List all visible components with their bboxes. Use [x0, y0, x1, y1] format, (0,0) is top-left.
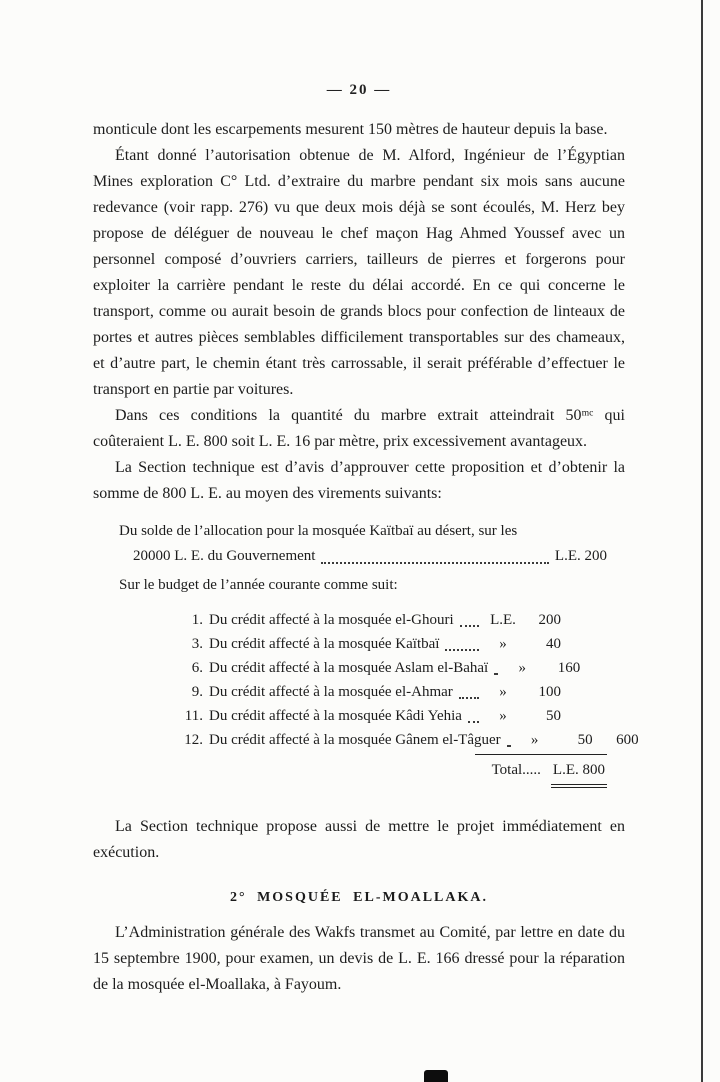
- budget-row: [177, 704, 607, 728]
- budget-item-number: 3.: [191, 636, 203, 652]
- dot-leader: [445, 649, 479, 651]
- budget-header: Sur le budget de l’année courante comme suit:: [119, 577, 398, 593]
- dot-leader: [321, 562, 548, 564]
- section-heading-moallaka: 2° MOSQUÉE EL-MOALLAKA.: [229, 890, 488, 905]
- total-value: L.E. 800: [551, 757, 607, 788]
- scan-edge-line: [701, 0, 703, 1082]
- dot-leader: [460, 625, 479, 627]
- budget-item-number: 1.: [191, 612, 203, 628]
- dot-leader: [468, 721, 479, 723]
- page-content: [93, 82, 639, 998]
- budget-item-amount: 200: [538, 612, 561, 628]
- dot-leader: [507, 745, 511, 747]
- budget-row: [177, 728, 639, 752]
- budget-item-amount: 50: [577, 732, 593, 748]
- budget-item-currency: »: [499, 684, 507, 700]
- budget-item-currency: L.E.: [490, 612, 516, 628]
- budget-item-label: Du crédit affecté à la mosquée el-Ghouri: [209, 612, 454, 628]
- budget-item-currency: »: [499, 636, 507, 652]
- budget-row: [177, 656, 607, 680]
- allocation-intro-text: 20000 L. E. du Gouvernement: [133, 548, 316, 564]
- paragraph-section-proposal: La Section technique est d’avis d’approuver cette proposition et d’obtenir la somme de 800 L. E. au moyen des virements suivants:: [93, 459, 625, 502]
- paragraph-execution: La Section technique propose aussi de mettre le projet immédiatement en exécution.: [93, 818, 625, 861]
- allocation-intro-amount: L.E. 200: [554, 548, 607, 564]
- budget-item-label: Du crédit affecté à la mosquée Kaïtbaï: [209, 636, 440, 652]
- allocation-intro-line1: Du solde de l’allocation pour la mosquée Kaïtbaï au désert, sur les: [119, 523, 518, 539]
- budget-item-number: 9.: [191, 684, 203, 700]
- budget-item-amount: 40: [546, 636, 561, 652]
- budget-item-currency: »: [518, 660, 526, 676]
- budget-row: [177, 632, 607, 656]
- budget-row: [177, 608, 607, 632]
- budget-item-number: 11.: [184, 708, 203, 724]
- budget-total-row: [177, 757, 607, 788]
- budget-item-subtotal: 600: [616, 732, 639, 748]
- budget-row: [177, 680, 607, 704]
- budget-item-number: 12.: [184, 732, 203, 748]
- paragraph-continuation: monticule dont les escarpements mesurent 150 mètres de hauteur depuis la base.: [93, 121, 608, 138]
- budget-item-label: Du crédit affecté à la mosquée Gânem el-Tâguer: [209, 732, 501, 748]
- budget-item-label: Du crédit affecté à la mosquée Kâdi Yehia: [209, 708, 462, 724]
- budget-item-number: 6.: [191, 660, 203, 676]
- total-label: Total.....: [491, 762, 541, 778]
- paragraph-wakfs: L’Administration générale des Wakfs transmet au Comité, par lettre en date du 15 septembre 1900, pour examen, un devis de L. E. 166 dressé pour la réparation de la mosquée el-Moallaka, à Fayoum.: [93, 924, 625, 993]
- scan-artifact-blob: [424, 1070, 448, 1082]
- allocation-intro-line2: [119, 544, 607, 569]
- page-number: — 20 —: [326, 82, 392, 98]
- dot-leader: [494, 673, 498, 675]
- budget-item-amount: 50: [546, 708, 561, 724]
- budget-item-currency: »: [499, 708, 507, 724]
- budget-item-label: Du crédit affecté à la mosquée Aslam el-Bahaï: [209, 660, 489, 676]
- dot-leader: [459, 697, 479, 699]
- paragraph-authorization: Étant donné l’autorisation obtenue de M. Alford, Ingénieur de l’Égyptian Mines exploration C° Ltd. d’extraire du marbre pendant six mois sans aucune redevance (voir rapp. 276) vu que deux mois déjà se sont écoulés, M. Herz bey propose de déléguer de nouveau le chef maçon Hag Ahmed Youssef avec un personnel composé d’ouvriers carriers, tailleurs de pierres et forgerons pour exploiter la carrière pendant le reste du délai accordé. En ce qui concerne le transport, comme ou aurait besoin de grands blocs pour confection de linteaux de portes et autres pièces semblables difficilement transportables sur des chameaux, et d’autre part, le chemin étant très carrossable, il serait préférable d’effectuer le transport en partie par voitures.: [93, 147, 625, 398]
- budget-item-label: Du crédit affecté à la mosquée el-Ahmar: [209, 684, 453, 700]
- total-separator-rule: [475, 754, 607, 755]
- budget-item-amount: 100: [538, 684, 561, 700]
- allocation-block: [119, 519, 639, 788]
- budget-items-list: [177, 608, 639, 788]
- budget-item-currency: »: [530, 732, 539, 748]
- budget-item-amount: 160: [557, 660, 581, 676]
- paragraph-marble-cost: Dans ces conditions la quantité du marbre extrait atteindrait 50ᵐᶜ qui coûteraient L. E. 800 soit L. E. 16 par mètre, prix excessivement avantageux.: [93, 407, 625, 450]
